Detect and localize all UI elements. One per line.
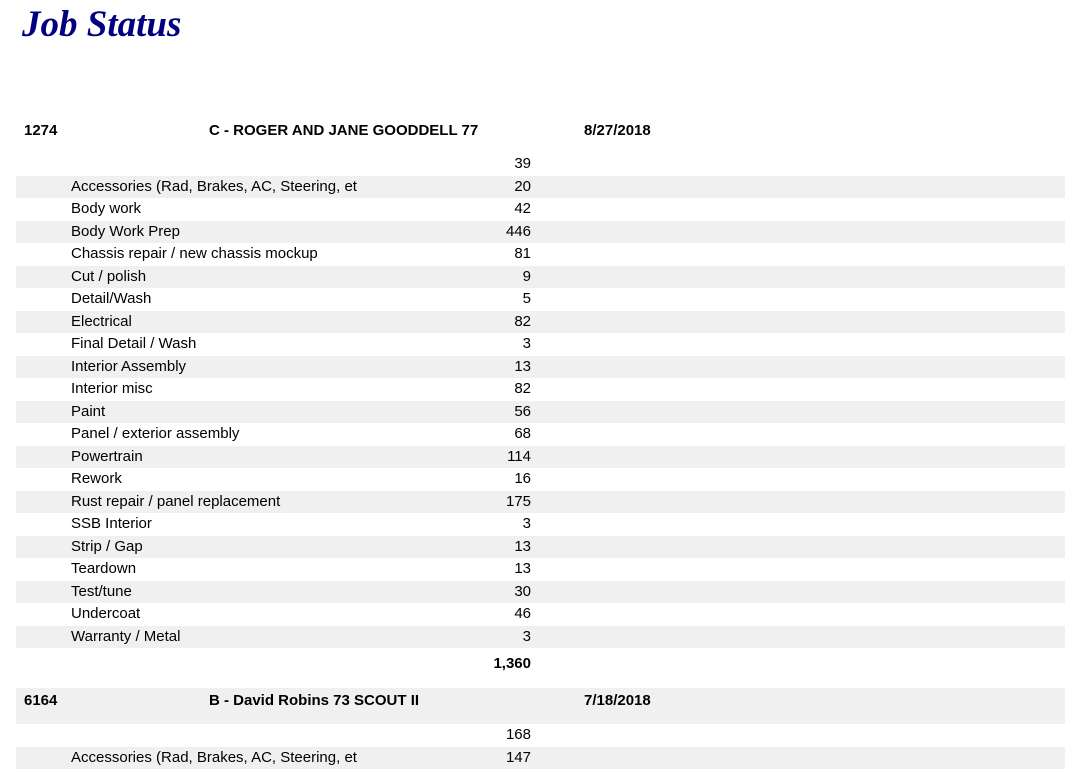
category-label: Accessories (Rad, Brakes, AC, Steering, et [71, 177, 357, 195]
table-row [16, 468, 1065, 491]
table-row [16, 288, 1065, 311]
table-row [16, 536, 1065, 559]
category-label: Undercoat [71, 605, 141, 622]
hours-value: 114 [507, 447, 531, 465]
table-row [16, 491, 1065, 514]
hours-value: 9 [522, 267, 531, 285]
table-row [16, 221, 1065, 244]
table-row [16, 558, 1065, 581]
hours-value: 16 [514, 470, 531, 487]
job-header [16, 118, 1065, 145]
category-label: Final Detail / Wash [71, 335, 197, 352]
hours-value: 56 [514, 402, 531, 420]
hours-value: 46 [514, 605, 531, 622]
category-label: SSB Interior [71, 515, 152, 532]
hours-value: 39 [514, 155, 531, 172]
job-date: 8/27/2018 [584, 122, 651, 139]
table-row [16, 311, 1065, 334]
hours-value: 42 [514, 200, 531, 217]
hours-value: 3 [522, 515, 531, 532]
table-row [16, 446, 1065, 469]
report-title: Job Status [22, 4, 182, 45]
hours-value: 147 [505, 748, 531, 766]
category-label: Test/tune [71, 582, 132, 600]
job-date: 7/18/2018 [584, 692, 651, 709]
jobs-list [16, 118, 1065, 769]
hours-value: 3 [522, 627, 531, 645]
table-row [16, 747, 1065, 770]
hours-value: 13 [514, 357, 531, 375]
job-name: C - ROGER AND JANE GOODDELL 77 [209, 122, 479, 139]
table-row [16, 724, 1065, 747]
category-label: Panel / exterior assembly [71, 425, 240, 442]
hours-value: 20 [514, 177, 531, 195]
table-row [16, 581, 1065, 604]
category-label: Electrical [71, 312, 132, 330]
table-row [16, 626, 1065, 649]
category-label: Body work [71, 200, 142, 217]
category-label: Teardown [71, 560, 137, 577]
table-row [16, 266, 1065, 289]
category-label: Interior Assembly [71, 357, 187, 375]
job-id: 6164 [24, 692, 58, 709]
category-label: Body Work Prep [71, 222, 180, 240]
table-row [16, 603, 1065, 626]
category-label: Rust repair / panel replacement [71, 492, 281, 510]
hours-value: 68 [514, 425, 531, 442]
hours-value: 3 [522, 335, 531, 352]
hours-value: 175 [505, 492, 531, 510]
hours-value: 5 [522, 290, 531, 307]
category-label: Cut / polish [71, 267, 147, 285]
hours-value: 13 [514, 537, 531, 555]
table-row [16, 378, 1065, 401]
category-label: Detail/Wash [71, 290, 152, 307]
category-label: Paint [71, 402, 106, 420]
category-label: Rework [71, 470, 122, 487]
job-total-row [16, 648, 1065, 682]
category-label: Accessories (Rad, Brakes, AC, Steering, et [71, 748, 357, 766]
hours-value: 13 [514, 560, 531, 577]
category-label: Strip / Gap [71, 537, 143, 555]
category-label: Chassis repair / new chassis mockup [71, 245, 318, 262]
table-row [16, 356, 1065, 379]
job-total-hours: 1,360 [493, 655, 531, 672]
hours-value: 82 [514, 312, 531, 330]
hours-value: 81 [514, 245, 531, 262]
category-label: Powertrain [71, 447, 143, 465]
category-label: Interior misc [71, 380, 153, 397]
hours-value: 30 [514, 582, 531, 600]
hours-value: 168 [505, 726, 531, 743]
hours-value: 446 [505, 222, 531, 240]
job-name: B - David Robins 73 SCOUT II [209, 692, 420, 709]
table-row [16, 243, 1065, 266]
hours-value: 82 [514, 380, 531, 397]
table-row [16, 176, 1065, 199]
table-row [16, 198, 1065, 221]
job-header [16, 688, 1065, 724]
table-row [16, 153, 1065, 176]
table-row [16, 401, 1065, 424]
table-row [16, 513, 1065, 536]
category-label: Warranty / Metal [71, 627, 181, 645]
table-row [16, 333, 1065, 356]
job-id: 1274 [24, 122, 58, 139]
table-row [16, 423, 1065, 446]
